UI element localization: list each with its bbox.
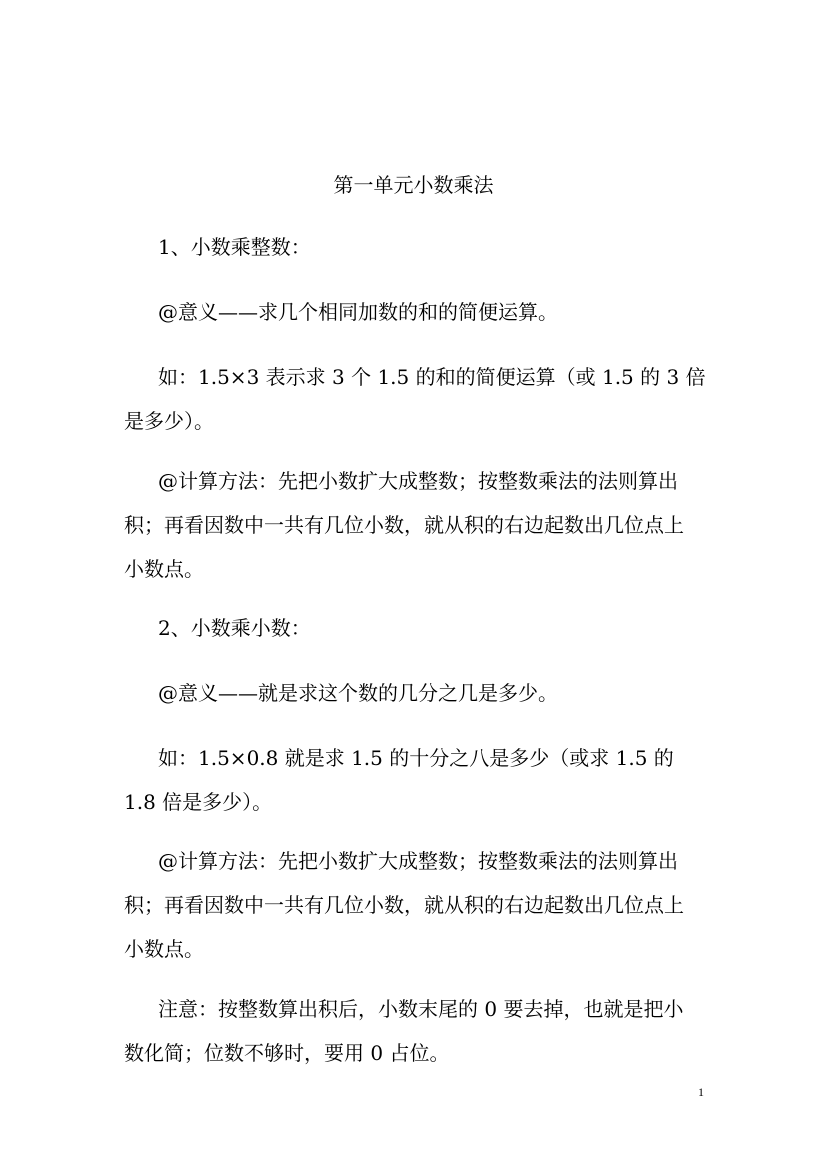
section-2-method: @计算方法：先把小数扩大成整数；按整数乘法的法则算出 积；再看因数中一共有几位小数，就从积的右边起数出几位点上 小数点。 — [124, 849, 684, 961]
section-1-method: @计算方法：先把小数扩大成整数；按整数乘法的法则算出 积；再看因数中一共有几位小数，就从积的右边起数出几位点上 小数点。 — [124, 469, 684, 581]
page-title: 第一单元小数乘法 — [333, 173, 494, 197]
section-1-example: 如：1.5×3 表示求 3 个 1.5 的和的简便运算（或 1.5 的 3 倍 是多少）。 — [124, 365, 706, 433]
section-1-heading: 1、小数乘整数： — [158, 235, 311, 259]
section-2-heading: 2、小数乘小数： — [158, 616, 311, 640]
page-number: 1 — [698, 1085, 704, 1099]
section-1-meaning: @意义——求几个相同加数的和的简便运算。 — [158, 300, 558, 324]
note-paragraph: 注意：按整数算出积后，小数末尾的 0 要去掉，也就是把小 数化简；位数不够时，要用 0 占位。 — [124, 997, 684, 1065]
section-2-example: 如：1.5×0.8 就是求 1.5 的十分之八是多少（或求 1.5 的 1.8 倍是多少）。 — [124, 746, 674, 814]
section-2-meaning: @意义——就是求这个数的几分之几是多少。 — [158, 681, 558, 705]
